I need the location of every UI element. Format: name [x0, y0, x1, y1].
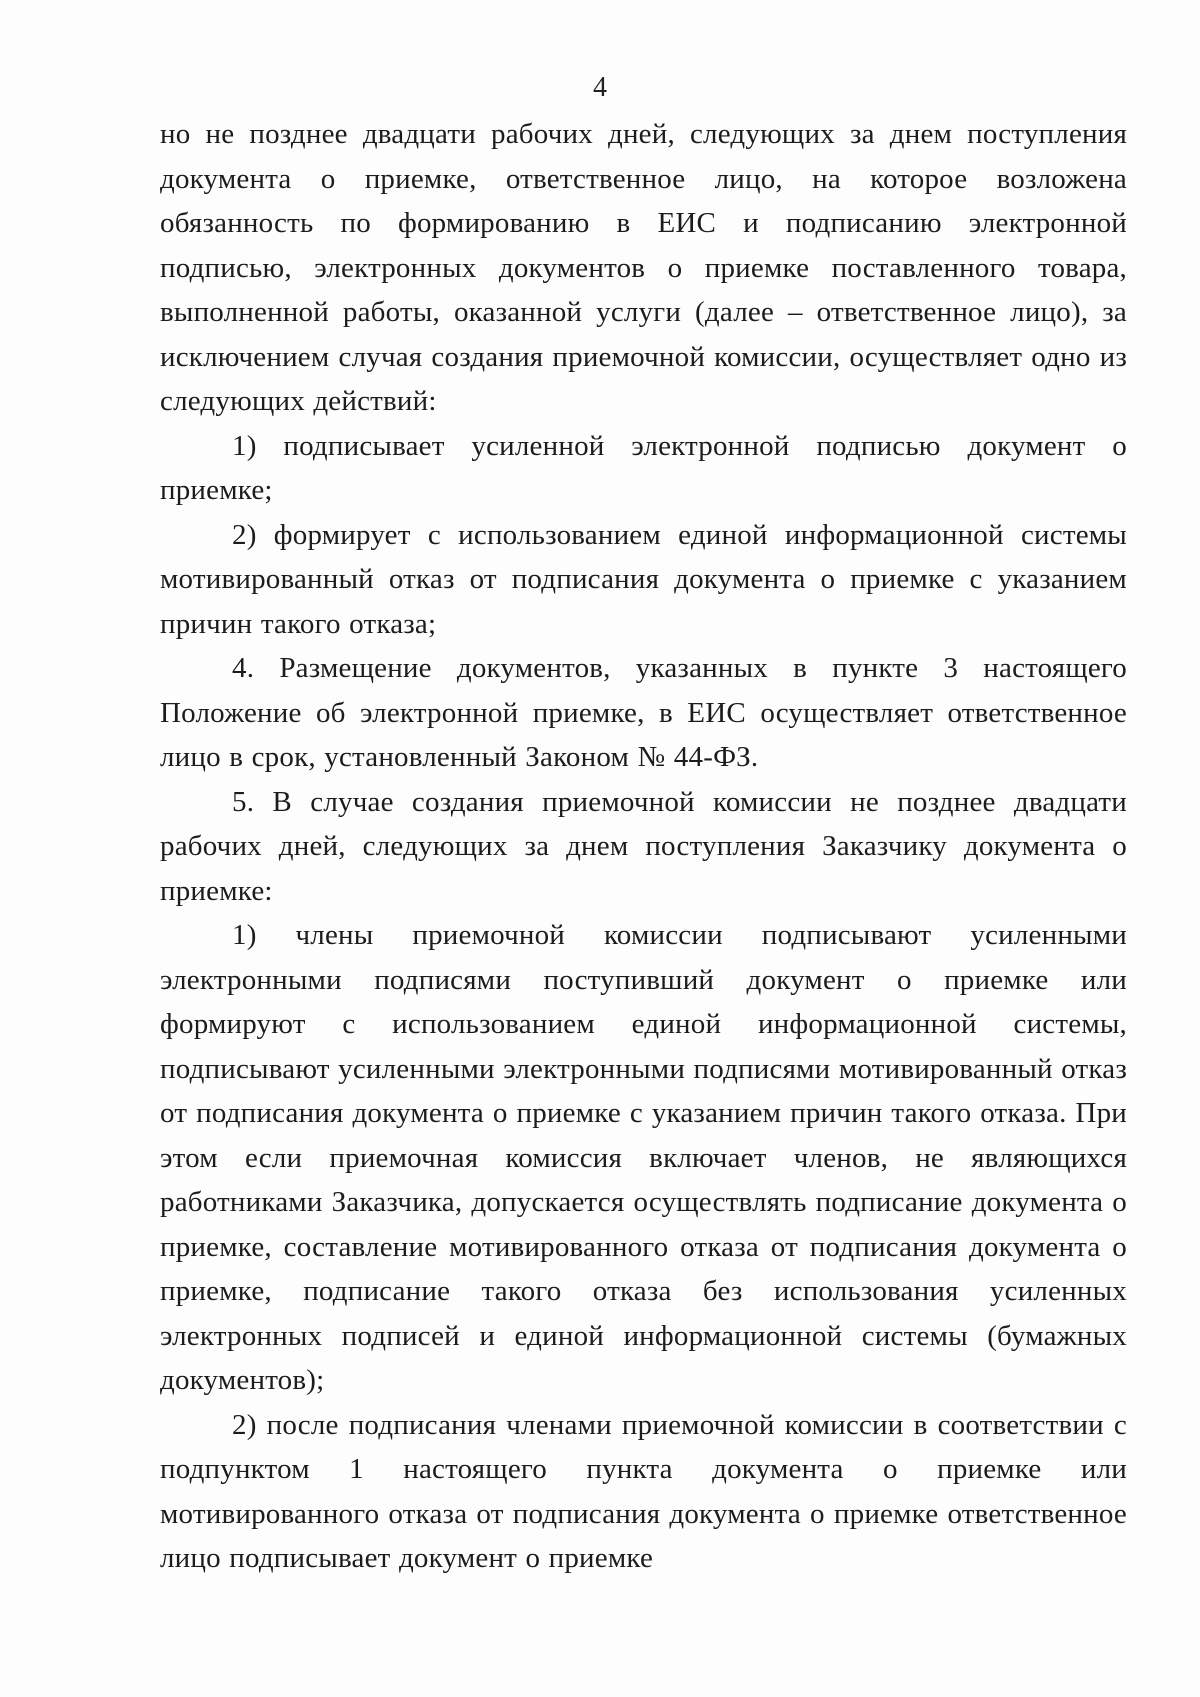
page-number: 4 — [593, 72, 607, 103]
paragraph-section-5-item-2: 2) после подписания членами приемочной комиссии в соответствии с подпунктом 1 настоящего пункта документа о приемке или мотивированного отказа от подписания документа о приемке ответственное лицо подписывает документ о приемке — [160, 1408, 1127, 1574]
paragraph-section-5-item-1: 1) члены приемочной комиссии подписывают усиленными электронными подписями поступивший документ о приемке или формируют с использованием единой информационной системы, подписывают усиленными электронными подписями мотивированный отказ от подписания документа о приемке с указанием причин такого отказа. При этом если приемочная комиссия включает членов, не являющихся работниками Заказчика, допускается осуществлять подписание документа о приемке, составление мотивированного отказа от подписания документа о приемке, подписание такого отказа без использования усиленных электронных подписей и единой информационной системы (бумажных документов); — [160, 919, 1127, 1396]
paragraph-item-1-sign: 1) подписывает усиленной электронной подписью документ о приемке; — [160, 429, 1127, 506]
paragraph-section-5: 5. В случае создания приемочной комиссии не позднее двадцати рабочих дней, следующих за днем поступления Заказчику документа о приемке: — [160, 785, 1127, 907]
paragraph-item-2-refusal: 2) формирует с использованием единой информационной системы мотивированный отказ от подписания документа о приемке с указанием причин такого отказа; — [160, 518, 1127, 640]
paragraph-section-4: 4. Размещение документов, указанных в пункте 3 настоящего Положение об электронной приемке, в ЕИС осуществляет ответственное лицо в срок, установленный Законом № 44-ФЗ. — [160, 652, 1127, 773]
document-body — [160, 112, 1127, 1581]
paragraph-continuation: но не позднее двадцати рабочих дней, следующих за днем поступления документа о приемке, ответственное лицо, на которое возложена обязанность по формированию в ЕИС и подписанию электронной подписью, электронных документов о приемке поставленного товара, выполненной работы, оказанной услуги (далее – ответственное лицо), за исключением случая создания приемочной комиссии, осуществляет одно из следующих действий: — [160, 118, 1127, 417]
